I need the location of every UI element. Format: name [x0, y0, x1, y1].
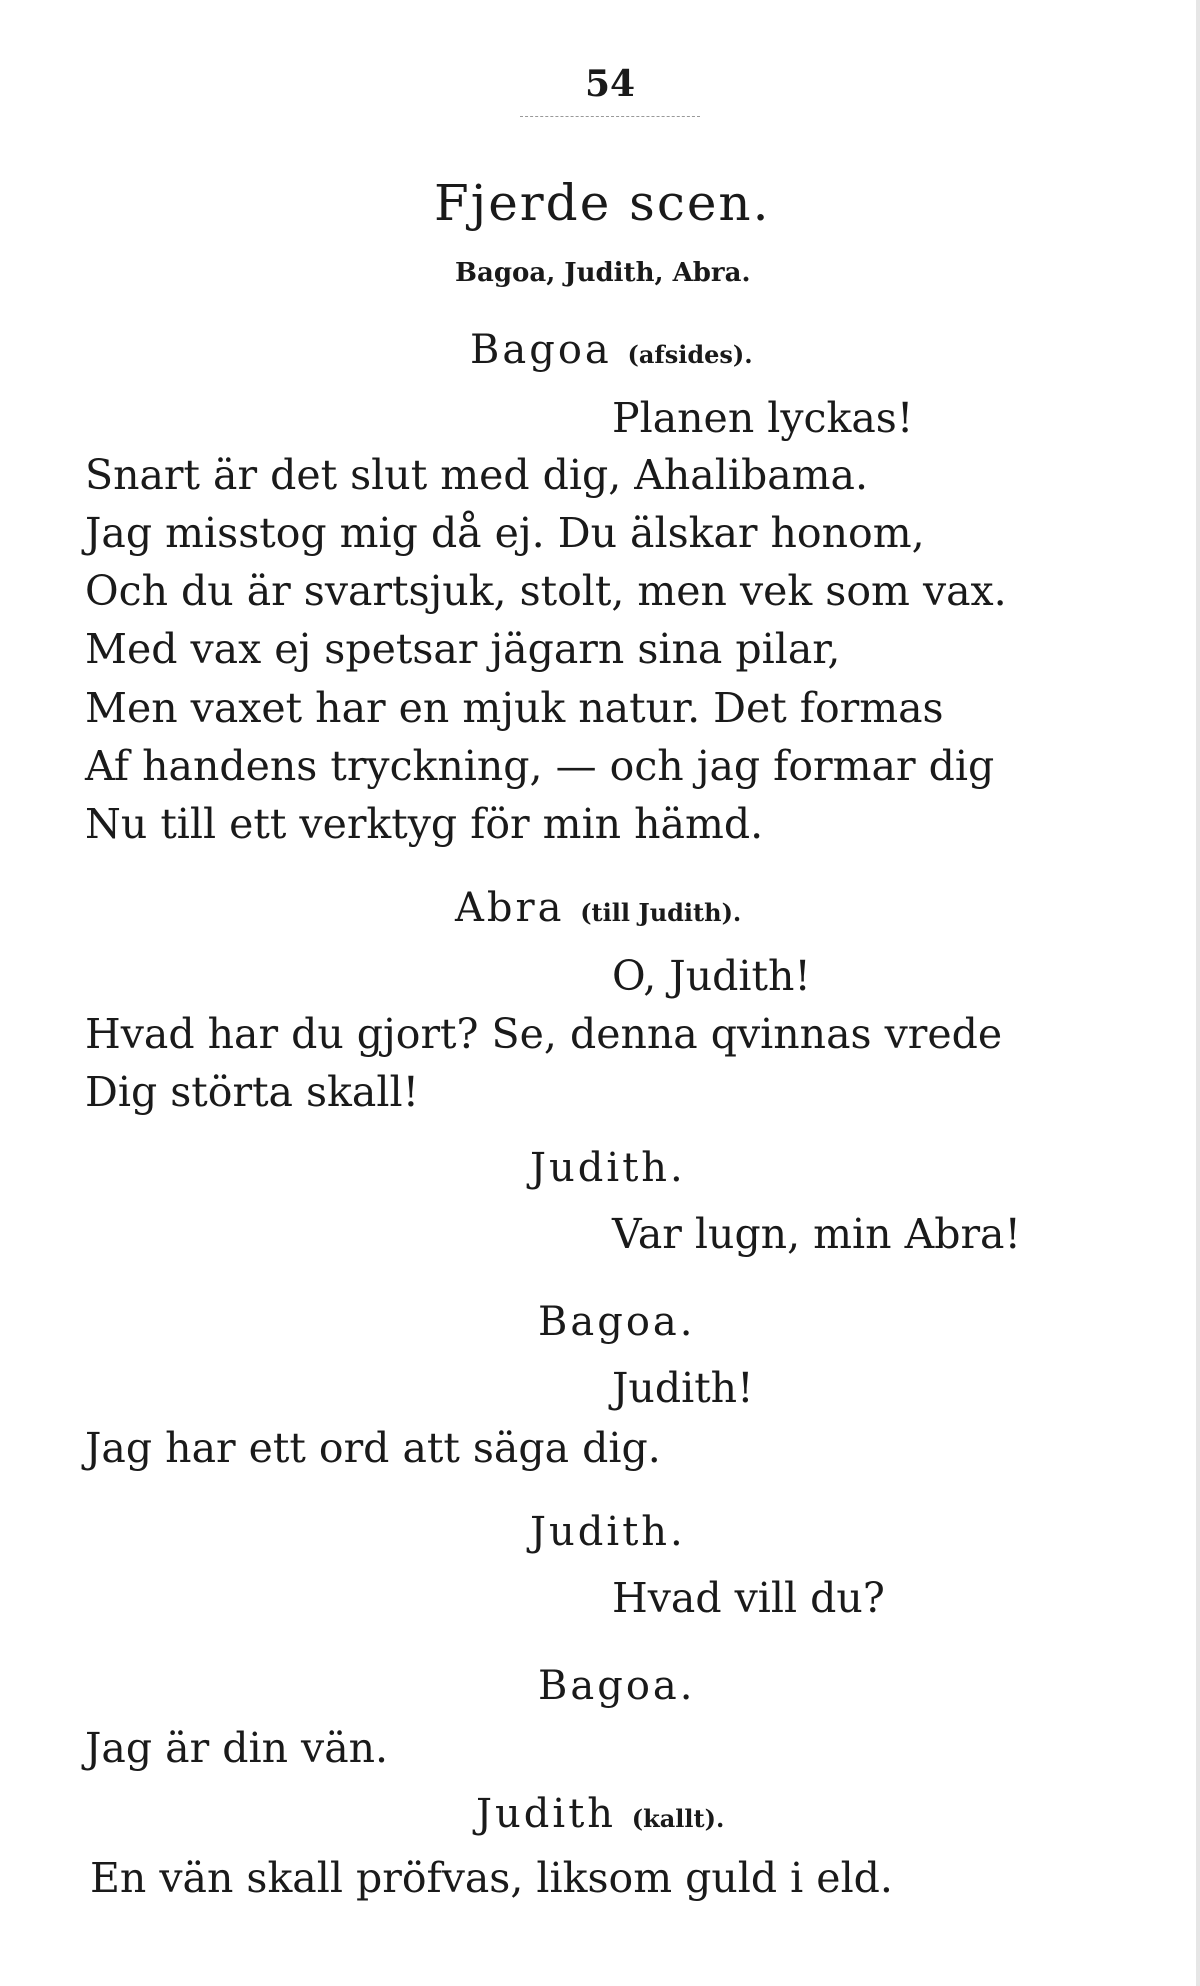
- speaker-name: Abra: [455, 885, 565, 931]
- verse-line: Dig störta skall!: [85, 1068, 420, 1116]
- speaker-label: [476, 1791, 725, 1837]
- verse-line: Snart är det slut med dig, Ahalibama.: [85, 451, 869, 499]
- verse-line: Jag har ett ord att säga dig.: [85, 1424, 661, 1472]
- speaker-name: Judith.: [530, 1509, 686, 1555]
- verse-line: O, Judith!: [612, 952, 811, 1000]
- speaker-name: Bagoa.: [538, 1299, 696, 1345]
- verse-line: Hvad vill du?: [612, 1574, 885, 1622]
- verse-line: Jag misstog mig då ej. Du älskar honom,: [85, 509, 925, 557]
- speaker-name: Bagoa.: [538, 1663, 696, 1709]
- verse-line: Af handens tryckning, — och jag formar dig: [85, 742, 995, 790]
- cast-list: Bagoa, Judith, Abra.: [455, 258, 751, 288]
- verse-line: Jag är din vän.: [85, 1724, 389, 1772]
- verse-line: Nu till ett verktyg för min hämd.: [85, 800, 764, 848]
- page-number: 54: [585, 63, 636, 105]
- verse-line: Men vaxet har en mjuk natur. Det formas: [85, 684, 944, 732]
- verse-line: En vän skall pröfvas, liksom guld i eld.: [90, 1854, 893, 1902]
- stage-direction: (till Judith).: [580, 898, 742, 927]
- verse-line: Med vax ej spetsar jägarn sina pilar,: [85, 625, 841, 673]
- speaker-name: Judith: [476, 1791, 617, 1837]
- speaker-label: [455, 885, 742, 931]
- verse-line: Och du är svartsjuk, stolt, men vek som vax.: [85, 567, 1007, 615]
- speaker-name: Judith.: [530, 1145, 686, 1191]
- header-rule: [520, 116, 700, 117]
- verse-line: Var lugn, min Abra!: [612, 1210, 1021, 1258]
- speaker-label: [470, 327, 753, 373]
- speaker-name: Bagoa: [470, 327, 612, 373]
- page-edge: [1196, 0, 1200, 1986]
- stage-direction: (afsides).: [627, 340, 753, 369]
- verse-line: Planen lyckas!: [612, 394, 914, 442]
- verse-line: Judith!: [612, 1364, 754, 1412]
- stage-direction: (kallt).: [631, 1804, 725, 1833]
- scene-title: Fjerde scen.: [434, 174, 771, 232]
- verse-line: Hvad har du gjort? Se, denna qvinnas vrede: [85, 1010, 1003, 1058]
